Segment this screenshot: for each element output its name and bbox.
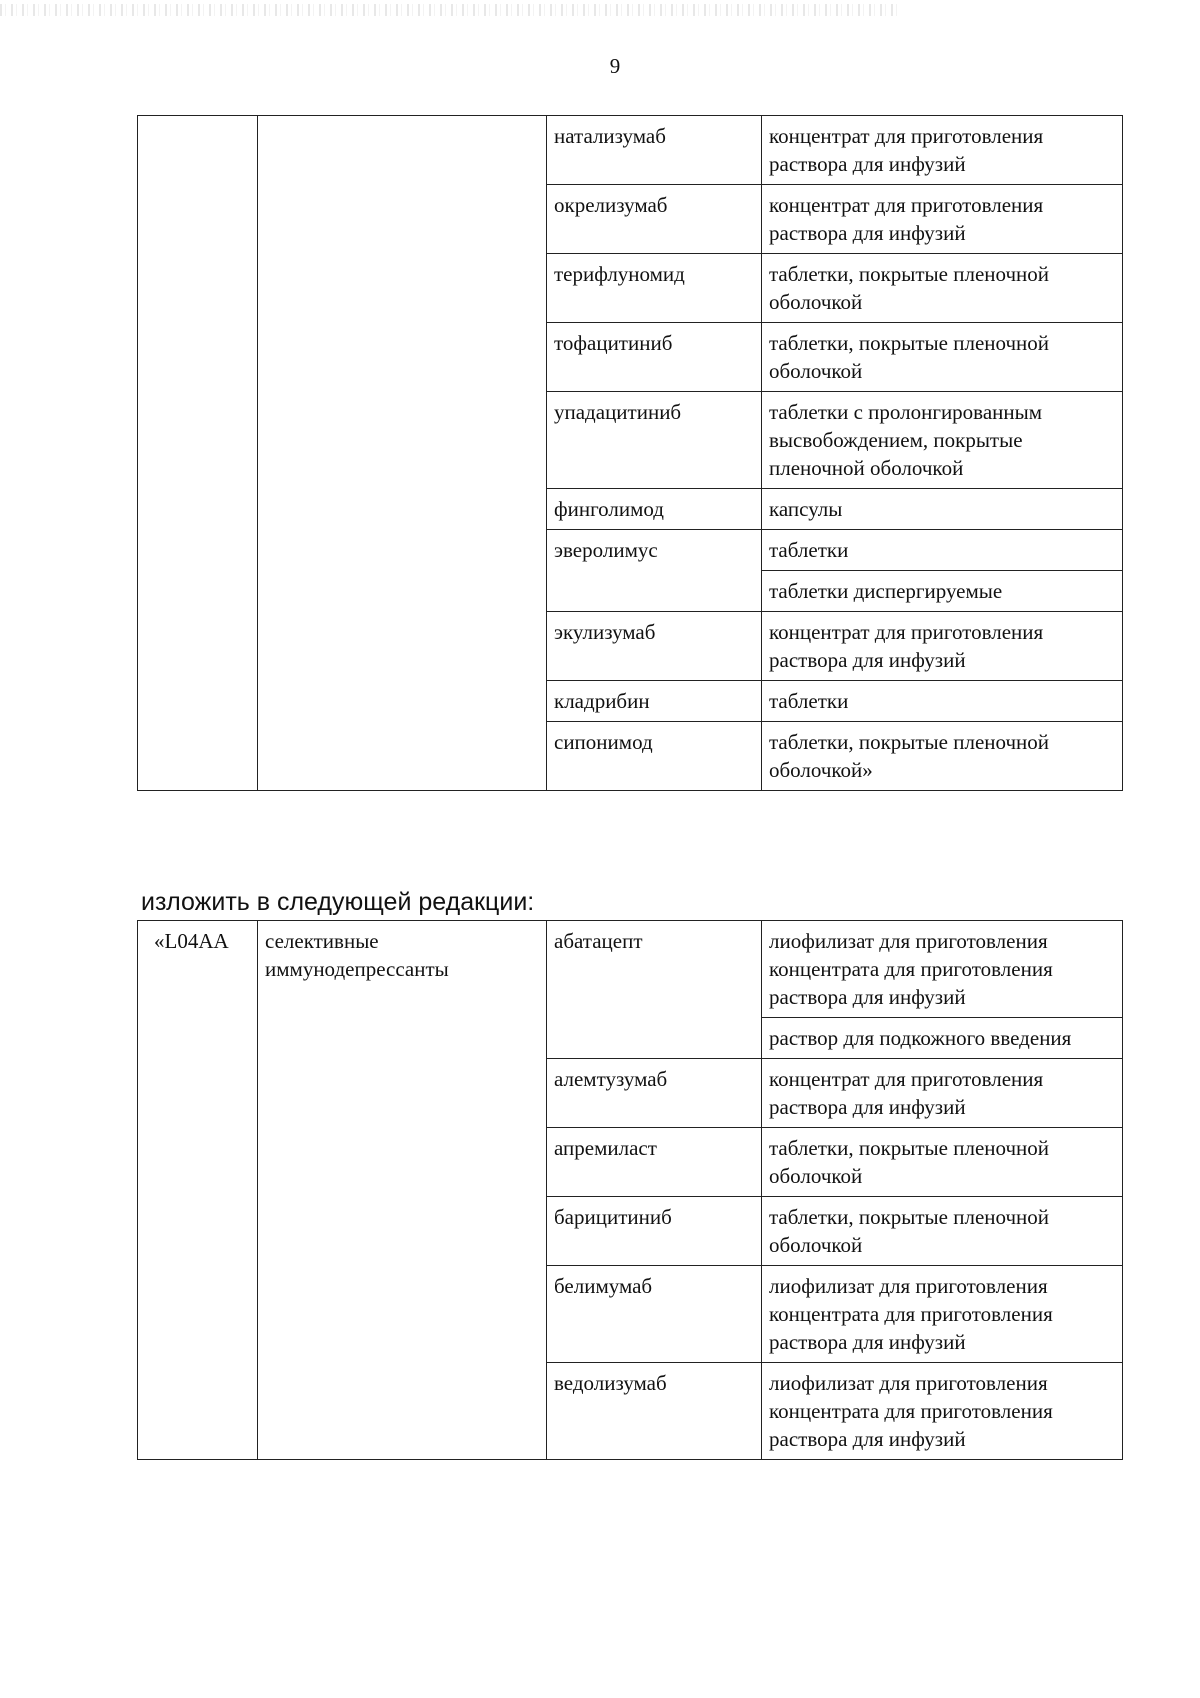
dosage-form-cell: концентрат для приготовления раствора для инфузий — [762, 185, 1123, 254]
drug-name-cell: абатацепт — [547, 921, 762, 1059]
atc-code-cell: «L04AA — [138, 921, 258, 1460]
drug-name-cell: белимумаб — [547, 1266, 762, 1363]
atc-code-cell — [138, 116, 258, 791]
drug-group-cell — [258, 116, 547, 791]
dosage-form-cell: концентрат для приготовления раствора для инфузий — [762, 116, 1123, 185]
drug-table-new-body — [138, 921, 1123, 1460]
drug-name-cell: натализумаб — [547, 116, 762, 185]
drug-name-cell: апремиласт — [547, 1128, 762, 1197]
dosage-form-cell: капсулы — [762, 489, 1123, 530]
dosage-form-cell: концентрат для приготовления раствора для инфузий — [762, 612, 1123, 681]
table-row — [138, 921, 1123, 1018]
drug-name-cell: сипонимод — [547, 722, 762, 791]
drug-name-cell: барицитиниб — [547, 1197, 762, 1266]
drug-name-cell: тофацитиниб — [547, 323, 762, 392]
dosage-form-cell: таблетки — [762, 530, 1123, 571]
drug-name-cell: ведолизумаб — [547, 1363, 762, 1460]
dosage-form-cell: таблетки, покрытые пленочной оболочкой — [762, 323, 1123, 392]
drug-name-cell: кладрибин — [547, 681, 762, 722]
dosage-form-cell: таблетки диспергируемые — [762, 571, 1123, 612]
dosage-form-cell: таблетки, покрытые пленочной оболочкой — [762, 1128, 1123, 1197]
page-number: 9 — [609, 54, 621, 78]
drug-name-cell: упадацитиниб — [547, 392, 762, 489]
dosage-form-cell: таблетки, покрытые пленочной оболочкой» — [762, 722, 1123, 791]
dosage-form-cell: лиофилизат для приготовления концентрата для приготовления раствора для инфузий — [762, 1363, 1123, 1460]
drug-group-cell: селективные иммунодепрессанты — [258, 921, 547, 1460]
dosage-form-cell: лиофилизат для приготовления концентрата для приготовления раствора для инфузий — [762, 921, 1123, 1018]
drug-name-cell: финголимод — [547, 489, 762, 530]
dosage-form-cell: концентрат для приготовления раствора для инфузий — [762, 1059, 1123, 1128]
table-row — [138, 116, 1123, 185]
drug-name-cell: алемтузумаб — [547, 1059, 762, 1128]
drug-table-new — [137, 920, 1123, 1460]
drug-table-old-body — [138, 116, 1123, 791]
scan-artifact — [0, 4, 900, 16]
dosage-form-cell: раствор для подкожного введения — [762, 1018, 1123, 1059]
dosage-form-cell: лиофилизат для приготовления концентрата для приготовления раствора для инфузий — [762, 1266, 1123, 1363]
dosage-form-cell: таблетки, покрытые пленочной оболочкой — [762, 254, 1123, 323]
dosage-form-cell: таблетки, покрытые пленочной оболочкой — [762, 1197, 1123, 1266]
connector-text: изложить в следующей редакции: — [141, 888, 535, 916]
drug-name-cell: терифлуномид — [547, 254, 762, 323]
drug-name-cell: экулизумаб — [547, 612, 762, 681]
dosage-form-cell: таблетки — [762, 681, 1123, 722]
drug-name-cell: окрелизумаб — [547, 185, 762, 254]
dosage-form-cell: таблетки с пролонгированным высвобождением, покрытые пленочной оболочкой — [762, 392, 1123, 489]
drug-table-old — [137, 115, 1123, 791]
drug-name-cell: эверолимус — [547, 530, 762, 612]
